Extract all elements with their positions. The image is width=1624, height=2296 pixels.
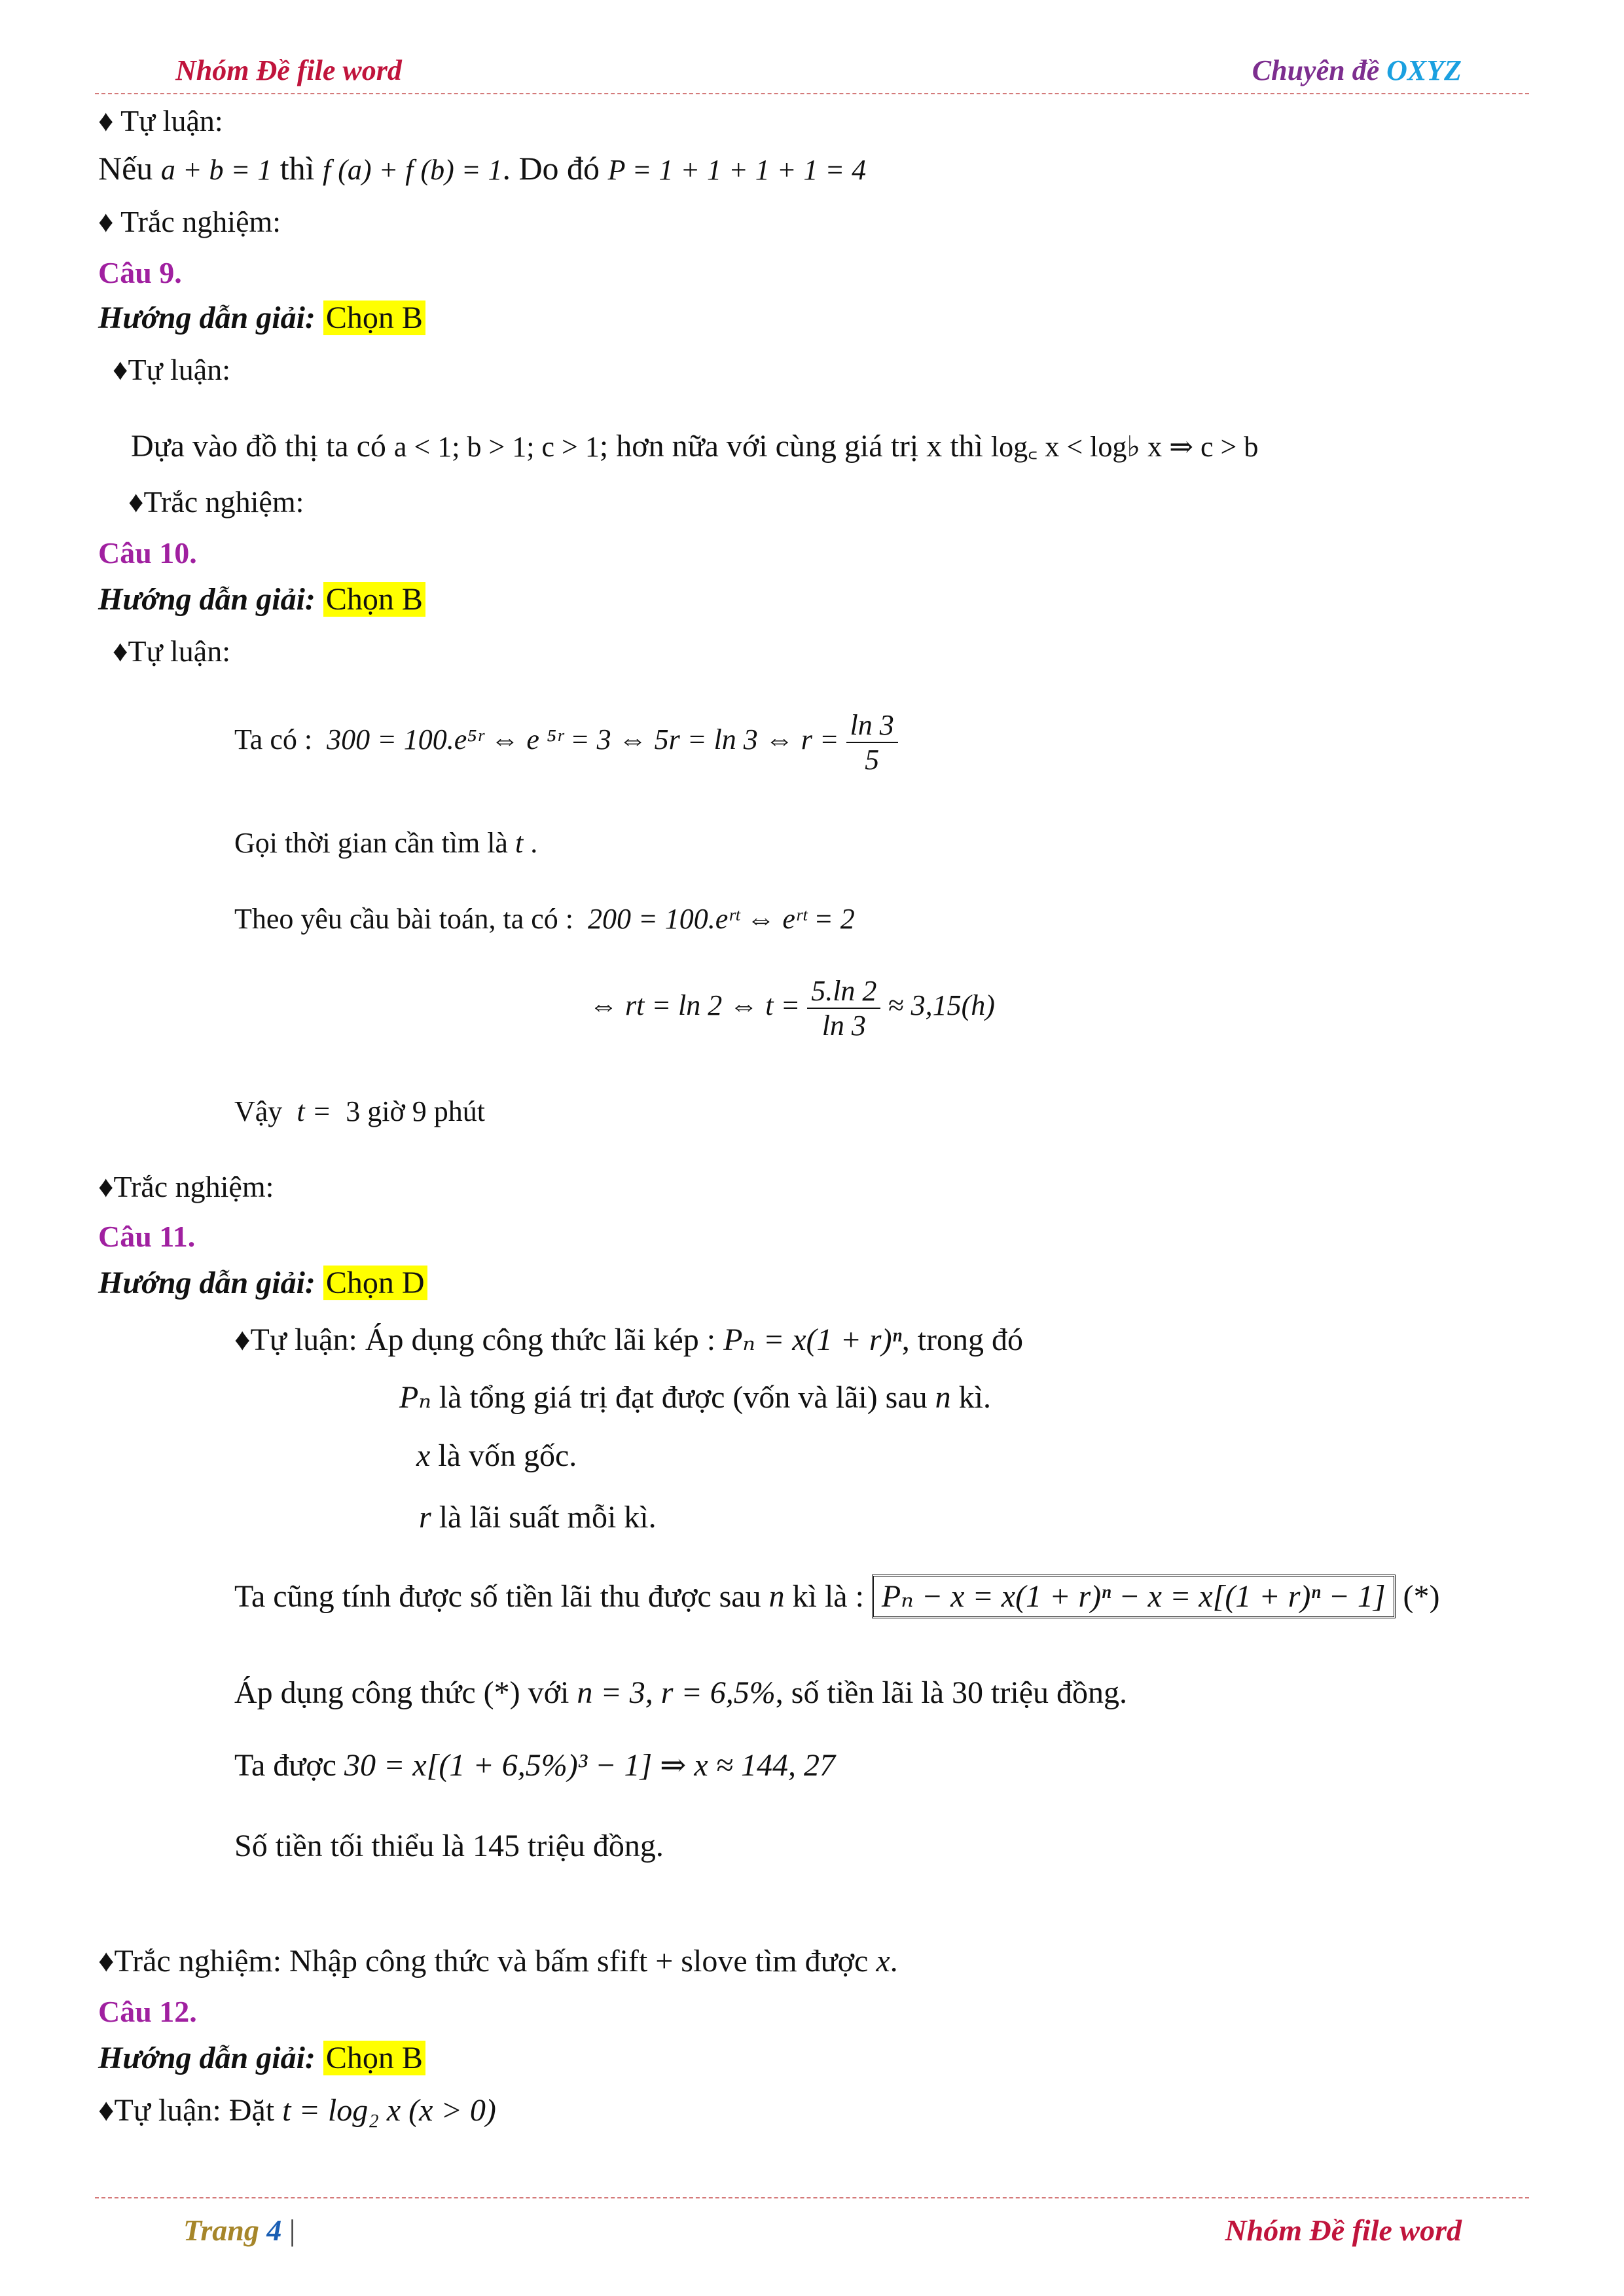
- math: r: [419, 1500, 431, 1535]
- math: a < 1; b > 1; c > 1: [393, 431, 600, 463]
- text: thì: [280, 150, 315, 187]
- text: Áp dụng công thức (*) với: [234, 1675, 569, 1710]
- math: x: [876, 1944, 890, 1978]
- footer-right: Nhóm Đề file word: [1225, 2214, 1462, 2247]
- bullet-icon: ♦: [234, 1322, 251, 1357]
- math: n: [935, 1380, 951, 1415]
- trac-nghiem-label: Trắc nghiệm:: [113, 1170, 274, 1203]
- q11-apply: [234, 1675, 1127, 1711]
- answer-highlight: Chọn B: [323, 301, 425, 335]
- text: là tổng giá trị đạt được (vốn và lãi) sau: [439, 1380, 928, 1415]
- text: Gọi thời gian cần tìm là: [234, 827, 508, 859]
- bullet-icon: ♦: [98, 1170, 114, 1203]
- q11-title: Câu 11.: [98, 1220, 196, 1253]
- header-rule: [95, 93, 1529, 94]
- q9-guide: [98, 300, 425, 336]
- q11-min: Số tiền tối thiểu là 145 triệu đồng.: [234, 1829, 664, 1863]
- numerator: ln 3: [846, 708, 898, 743]
- math: t: [514, 827, 524, 859]
- math: ⇔ rt = ln 2 ⇔ t =: [589, 989, 801, 1022]
- math: Pₙ: [399, 1380, 431, 1415]
- math: f (a) + f (b) = 1: [323, 154, 503, 186]
- text: là lãi suất mỗi kì.: [439, 1500, 657, 1535]
- math: n: [768, 1579, 785, 1614]
- q9-trac-nghiem: [128, 484, 304, 519]
- footer-separator: |: [289, 2214, 296, 2247]
- boxed-formula: Pₙ − x = x(1 + r)ⁿ − x = x[(1 + r)ⁿ − 1]: [872, 1575, 1396, 1618]
- bullet-icon: ♦: [98, 205, 114, 238]
- page-label: Trang: [183, 2214, 259, 2247]
- text: Nếu: [98, 150, 153, 187]
- footer-rule: [95, 2197, 1529, 2198]
- q10-eq3: [589, 974, 995, 1042]
- math: x: [416, 1438, 431, 1473]
- text: Tự luận: Áp dụng công thức lãi kép :: [250, 1322, 716, 1357]
- page-number: 4: [266, 2214, 282, 2247]
- tu-luan-top: [98, 103, 223, 138]
- q12-guide: [98, 2040, 425, 2076]
- denominator: ln 3: [821, 1010, 866, 1042]
- top-line1: [98, 149, 866, 187]
- fraction: [846, 708, 898, 776]
- text: . Do đó: [502, 150, 600, 187]
- text: ; hơn nữa với cùng giá trị x thì: [599, 429, 983, 464]
- q9-title: Câu 9.: [98, 256, 182, 289]
- trac-nghiem-top: [98, 204, 281, 239]
- q9-tu-luan: [113, 352, 230, 387]
- bullet-icon: ♦: [98, 2093, 115, 2128]
- denominator: 5: [865, 744, 880, 776]
- tu-luan-label: Tự luận:: [120, 104, 223, 137]
- q11-line1: [234, 1321, 1023, 1358]
- q10-trac-nghiem: [98, 1169, 274, 1204]
- q9-line: [131, 426, 1258, 465]
- text: Theo yêu cầu bài toán, ta có :: [234, 903, 574, 935]
- q10-guide: [98, 581, 425, 617]
- text: .: [530, 827, 538, 859]
- math: ≈ 3,15(h): [888, 989, 995, 1022]
- math: 300 = 100.e⁵ʳ ⇔ e ⁵ʳ = 3 ⇔ 5r = ln 3 ⇔ r =: [327, 723, 839, 756]
- math: a + b = 1: [160, 154, 272, 186]
- header-right-prefix: Chuyên đề: [1252, 54, 1387, 86]
- text: Vậy: [234, 1095, 283, 1127]
- guide-label: Hướng dẫn giải:: [98, 301, 316, 335]
- text: Tự luận: Đặt: [114, 2093, 275, 2128]
- math: n = 3, r = 6,5%: [577, 1675, 776, 1710]
- trac-nghiem-label: Trắc nghiệm:: [143, 485, 304, 519]
- q11-result: [234, 1747, 835, 1783]
- q12-line: [98, 2092, 496, 2128]
- bullet-icon: ♦: [98, 104, 114, 137]
- math: P = 1 + 1 + 1 + 1 = 4: [607, 154, 867, 186]
- tu-luan-label: Tự luận:: [128, 353, 230, 386]
- q10-title: Câu 10.: [98, 536, 197, 570]
- guide-label: Hướng dẫn giải:: [98, 582, 316, 617]
- answer-highlight: Chọn B: [323, 2041, 425, 2075]
- text: kì.: [958, 1380, 991, 1415]
- answer-highlight: Chọn D: [323, 1266, 427, 1300]
- text: 3 giờ 9 phút: [346, 1095, 485, 1127]
- guide-label: Hướng dẫn giải:: [98, 2041, 316, 2075]
- numerator: 5.ln 2: [807, 974, 880, 1009]
- bullet-icon: ♦: [113, 353, 128, 386]
- q11-interest: [234, 1578, 1440, 1614]
- text: , trong đó: [901, 1322, 1024, 1357]
- text: kì là :: [792, 1579, 864, 1614]
- text: là vốn gốc.: [438, 1438, 577, 1473]
- bullet-icon: ♦: [113, 634, 128, 668]
- footer-page: [183, 2213, 295, 2248]
- text: (*): [1403, 1579, 1440, 1614]
- math: t = log₂ x (x > 0): [282, 2093, 496, 2128]
- guide-label: Hướng dẫn giải:: [98, 1266, 316, 1300]
- text: Ta có :: [234, 723, 313, 756]
- header-right-accent: OXYZ: [1386, 54, 1462, 86]
- math: log꜀ x < log♭ x ⇒ c > b: [990, 431, 1259, 463]
- bullet-icon: ♦: [128, 485, 144, 519]
- header-right: [1252, 54, 1462, 87]
- answer-highlight: Chọn B: [323, 582, 425, 617]
- q10-vay: [234, 1095, 485, 1128]
- text: Ta cũng tính được số tiền lãi thu được sau: [234, 1579, 761, 1614]
- q11-def1: [399, 1379, 991, 1415]
- q11-def2: [416, 1438, 577, 1474]
- math: t =: [297, 1095, 332, 1127]
- math: 200 = 100.eʳᵗ ⇔ eʳᵗ = 2: [588, 903, 855, 935]
- text: Dựa vào đồ thị ta có: [131, 429, 386, 464]
- text: .: [890, 1944, 898, 1978]
- math: Pₙ = x(1 + r)ⁿ: [723, 1322, 902, 1357]
- header-left: Nhóm Đề file word: [175, 54, 402, 86]
- tu-luan-label: Tự luận:: [128, 634, 230, 668]
- text: Trắc nghiệm: Nhập công thức và bấm sfift + slove tìm được: [114, 1944, 869, 1978]
- bullet-icon: ♦: [98, 1944, 115, 1978]
- q10-theo: [234, 902, 855, 936]
- trac-nghiem-label: Trắc nghiệm:: [120, 205, 281, 238]
- math: 30 = x[(1 + 6,5%)³ − 1] ⇒ x ≈ 144, 27: [344, 1748, 836, 1783]
- text: Ta được: [234, 1748, 336, 1783]
- q11-guide: [98, 1265, 427, 1301]
- q12-title: Câu 12.: [98, 1995, 197, 2028]
- q10-goi: [234, 826, 537, 860]
- fraction: [807, 974, 880, 1042]
- q11-trac-nghiem: [98, 1943, 898, 1979]
- q10-eq1: [234, 708, 898, 776]
- text: , số tiền lãi là 30 triệu đồng.: [775, 1675, 1127, 1710]
- q10-tu-luan: [113, 634, 230, 668]
- q11-def3: [419, 1499, 657, 1535]
